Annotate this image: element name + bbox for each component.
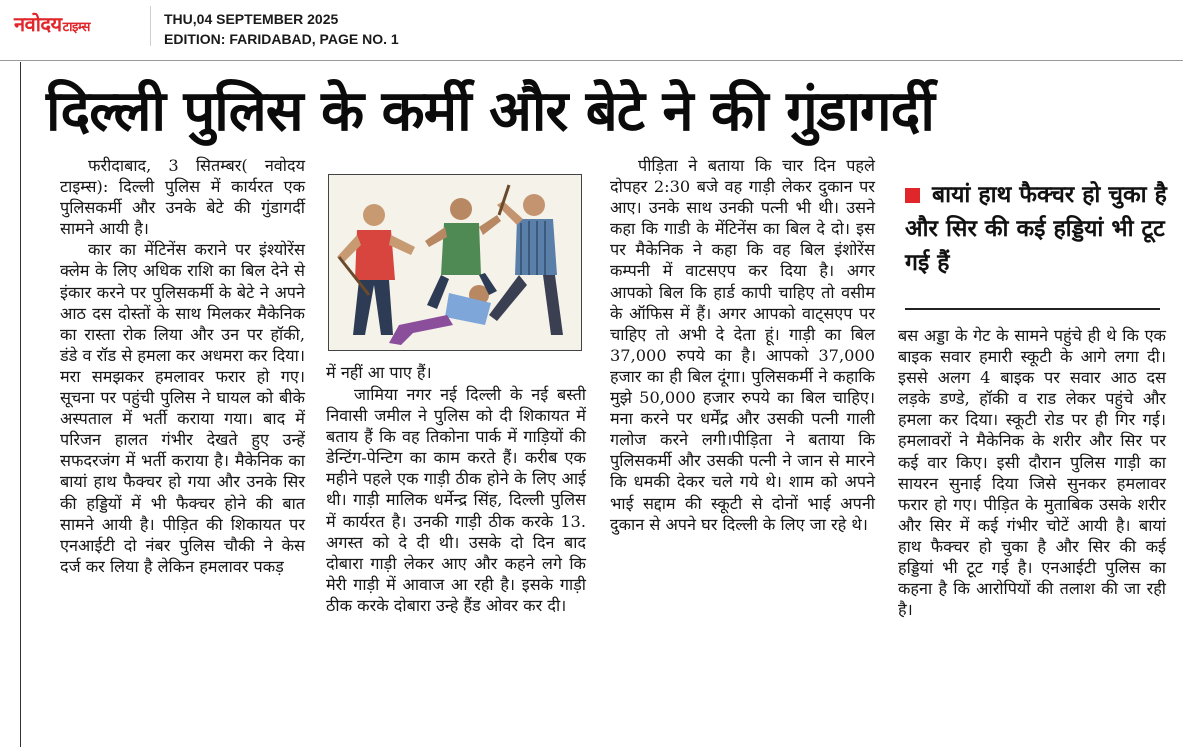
column-1-paragraph-2: कार का मेंटिनेंस कराने पर इंश्योरेंस क्लेम के लिए अधिक राशि का बिल देने से इंकार करने पर पुलिसकर्मी के बेटे ने अपने आठ दस दोस्तों के साथ मिलकर मैकेनिक का रास्ता रोक लिया और उन पर हॉकी, डंडे व रॉड से हमला कर अधमरा कर दिया। मरा समझकर हमलावर फरार हो गए। सूचना पर पहुंची पुलिस ने घायल को बीके अस्पताल में भर्ती कराया गया। बाद में परिजन हालत गंभीर देखते हुए उन्हें सफदरजंग में भर्ती कराया है। मैकेनिक का बायां हाथ फैक्चर हो गया और उनके सिर की हड्डियों में भी फैक्चर होने की बात सामने आयी है। पीड़ित की शिकायत पर एनआईटी दो नंबर पुलिस चौकी ने केस दर्ज कर लिया है लेकिन हमलावर पकड़ <box>60 240 305 576</box>
article-column-2 <box>326 384 586 616</box>
edition-line: EDITION: FARIDABAD, PAGE NO. 1 <box>164 31 399 47</box>
pull-quote-divider <box>905 308 1160 310</box>
column-4-paragraph-1: बस अड्डा के गेट के सामने पहुंचे ही थे कि एक बाइक सवार हमारी स्कूटी के आगे लगा दी। इससे अलग 4 बाइक पर सवार आठ दस लड़के डण्डे, हॉकी व राड लेकर पहुंचे और हमला कर दिया। स्कूटी रोड पर ही गिर गई। हमलावरों ने मैकेनिक के शरीर और सिर पर कई वार किए। इसी दौरान पुलिस गाड़ी का सायरन सुनाई दिया जिसे सुनकर हमलावर फरार हो गए। पीड़ित के मुताबिक उसके शरीर और सिर में कई गंभीर चोटें आयी है। बायां हाथ फैक्चर हो चुका है और सिर की कई हड्डियां भी टूट गई है। एनआईटी पुलिस का कहना है कि आरोपियों की तलाश की जा रही है। <box>898 326 1166 620</box>
pull-quote <box>905 178 1170 280</box>
pull-quote-text: बायां हाथ फैक्चर हो चुका है और सिर की कई हड्डियां भी टूट गई हैं <box>905 182 1167 276</box>
header-divider <box>150 6 151 46</box>
article-illustration <box>328 174 582 351</box>
column-2-continuation: में नहीं आ पाए हैं। <box>326 363 432 382</box>
fight-illustration-icon <box>329 175 581 350</box>
column-1-paragraph-1: फरीदाबाद, 3 सितम्बर( नवोदय टाइम्स): दिल्ली पुलिस में कार्यरत एक पुलिसकर्मी और उनके बेटे की गुंडागर्दी सामने आयी है। <box>60 156 305 239</box>
article-headline: दिल्ली पुलिस के कर्मी और बेटे ने की गुंडागर्दी <box>46 79 934 144</box>
article-column-4 <box>898 325 1166 620</box>
logo-main: नवोदय <box>14 12 62 36</box>
column-3-paragraph-1: पीड़िता ने बताया कि चार दिन पहले दोपहर 2:30 बजे वह गाड़ी लेकर दुकान पर आए। उनके साथ उनकी पत्नी भी थी। उसने कहा कि गाडी के मेंटिनेंस का बिल दे दो। इस पर मैकेनिक ने कहा कि वह बिल इंशोरेंस कम्पनी में वाटसएप कर दिया है। अगर आपको बिल कि हार्ड कापी चाहिए तो वसीम के ऑफिस में हैं। अगर आपको वाट्सएप पर चाहिए तो अभी दे देता हूं। गाड़ी का बिल 37,000 रुपये का है। आपको 37,000 हजार का ही बिल दूंगा। पुलिसकर्मी ने कहाकि मुझे 50,000 हजार रुपये का बिल चाहिए। मना करने पर धर्मेंद्र और उसकी पत्नी गाली गलोज करने लगी।पीड़िता ने बताया कि पुलिसकर्मी और उसकी पत्नी ने जान से मारने कि धमकी देकर चले गये थे। शाम को अपने भाई सद्दाम की स्कूटी से दोनों भाई अपनी दुकान से अपने घर दिल्ली के लिए जा रहे थे। <box>610 156 875 534</box>
column-2-paragraph-1: जामिया नगर नई दिल्ली के नई बस्ती निवासी जमील ने पुलिस को दी शिकायत में बताय हैं कि वह तिकोना पार्क में गाड़ियों की डेन्टिंग-पेन्टिग का काम करते हैं। करीब एक महीने पहले एक गाड़ी ठीक होने के लिए आई थी। गाड़ी मालिक धर्मेन्द्र सिंह, दिल्ली पुलिस में कार्यरत है। उनकी गाड़ी ठीक करके 13. अगस्त को दे दी थी। उसके दो दिन बाद दोबारा गाड़ी लेकर आए और कहने लगे कि मेरी गाड़ी में आवाज आ रही है। इसके गाड़ी ठीक करके दोबारा उन्हे हैंड ओवर कर दी। <box>326 385 586 615</box>
newspaper-logo[interactable] <box>14 10 90 37</box>
article-column-2-top <box>326 362 586 383</box>
article-column-1 <box>60 155 305 577</box>
date-line: THU,04 SEPTEMBER 2025 <box>164 11 339 27</box>
masthead-bar <box>0 0 1183 61</box>
red-square-bullet-icon <box>905 188 920 203</box>
article-column-3 <box>610 155 875 535</box>
logo-sub: टाइम्स <box>62 20 90 35</box>
edition-meta <box>164 9 399 49</box>
